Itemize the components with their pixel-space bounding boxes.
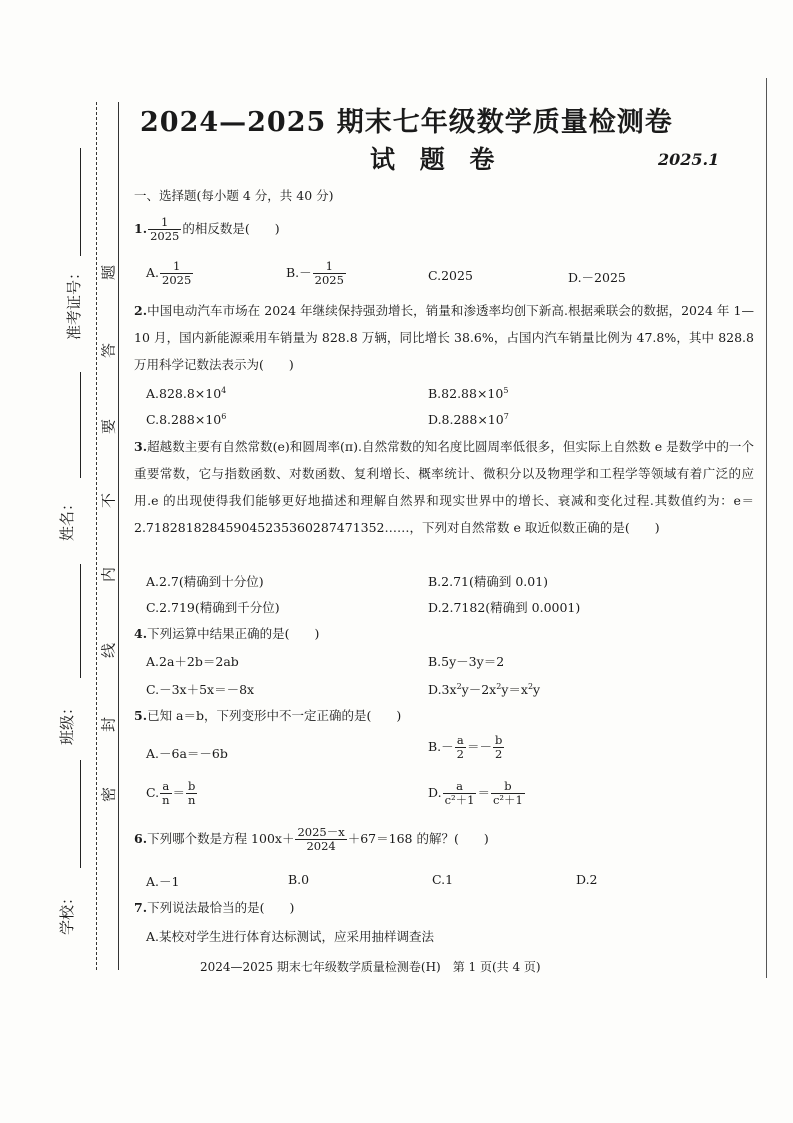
exponent: 2	[496, 681, 502, 691]
option-d: D.－2025	[568, 270, 626, 285]
frac-den: 2024	[306, 839, 336, 853]
seal-char: 线	[99, 643, 118, 659]
seal-char: 要	[99, 419, 118, 435]
exponent: 2	[527, 681, 534, 691]
question-7	[134, 898, 294, 917]
frac-den: n	[188, 793, 196, 807]
seal-char: 题	[99, 265, 118, 281]
page-edge-line	[766, 78, 767, 978]
binding-dashed-line	[96, 102, 97, 970]
fraction	[313, 260, 346, 287]
frac-den: 2025	[162, 273, 192, 287]
option-a: A.某校对学生进行体育达标测试，应采用抽样调查法	[146, 929, 435, 944]
option-b: B.2.71(精确到 0.01)	[428, 574, 549, 589]
seal-char: 答	[99, 343, 118, 359]
frac-num: 1	[313, 260, 346, 274]
fraction	[295, 826, 346, 853]
class-label: 班级：	[58, 699, 77, 746]
frac-num: b	[491, 780, 525, 794]
frac-num: 1	[148, 216, 181, 230]
name-line	[80, 372, 81, 478]
option-d	[428, 412, 509, 427]
exponent: 5	[503, 386, 509, 395]
question-2	[134, 297, 754, 378]
option-c	[146, 780, 198, 807]
option-text: D.3x	[428, 682, 457, 697]
question-number: 3.	[134, 439, 148, 454]
frac-den: 2	[495, 747, 503, 761]
option-label: B.－	[286, 265, 312, 280]
exam-subtitle: 试 题 卷	[370, 145, 503, 174]
option-b	[428, 734, 505, 761]
exam-number-label: 准考证号：	[65, 264, 84, 341]
exponent: 2	[456, 681, 462, 691]
option-b: B.5y－3y＝2	[428, 654, 505, 669]
option-d	[428, 780, 526, 807]
option-label: B.－	[428, 739, 454, 754]
school-label: 学校：	[58, 889, 77, 936]
option-a	[146, 260, 194, 287]
binding-solid-line	[118, 102, 119, 970]
frac-den: c²＋1	[444, 793, 475, 807]
exponent: 6	[221, 412, 227, 421]
option-c: C.2025	[428, 268, 473, 283]
option-label: D.	[428, 785, 442, 800]
frac-num: b	[186, 780, 197, 794]
option-text: y－2x	[461, 682, 497, 697]
frac-num: a	[443, 780, 477, 794]
fraction	[491, 780, 525, 807]
question-number: 1.	[134, 221, 148, 236]
question-stem: ＋67＝168 的解？( )	[347, 831, 489, 846]
option-d	[428, 680, 540, 698]
question-stem: 中国电动汽车市场在 2024 年继续保持强劲增长，销量和渗透率均创下新高.根据乘联会的数据，2024 年 1—10 月，国内新能源乘用车销量为 828.8 万辆，同比增长 38.6%，占国内汽车销量比例为 47.8%，其中 828.8 万用科学记数法表示为( )	[134, 303, 754, 372]
question-6	[134, 826, 489, 853]
option-a: A.－1	[146, 874, 180, 889]
seal-char: 内	[99, 567, 118, 583]
section-heading: 一、选择题(每小题 4 分，共 40 分)	[134, 188, 334, 203]
option-c	[146, 412, 226, 427]
question-stem: 的相反数是( )	[182, 221, 280, 236]
name-label: 姓名：	[58, 495, 77, 542]
fraction	[148, 216, 181, 243]
fraction	[443, 780, 477, 807]
frac-num: 2025－x	[297, 825, 345, 839]
option-label: A.	[146, 265, 160, 280]
option-d: D.2	[576, 872, 598, 887]
question-stem: 超越数主要有自然常数(e)和圆周率(π).自然常数的知名度比圆周率低很多，但实际上自然数 e 是数学中的一个重要常数，它与指数函数、对数函数、复利增长、概率统计、微积分以及物理学和工程学等领域有着广泛的应用.e 的出现使得我们能够更好地描述和理解自然界和现实世界中的增长、衰减和变化过程.其数值约为：e＝2.718281828459045235360287471352……，下列对自然常数 e 取近似数正确的是( )	[134, 439, 754, 535]
question-4	[134, 624, 319, 643]
frac-num: a	[160, 780, 171, 794]
option-text: y	[533, 682, 541, 697]
option-b: B.0	[288, 872, 310, 887]
fraction	[186, 780, 197, 807]
option-text: y＝x	[501, 682, 528, 697]
frac-num: b	[495, 733, 503, 747]
page-footer: 2024—2025 期末七年级数学质量检测卷(H) 第 1 页(共 4 页)	[200, 960, 541, 974]
school-line	[80, 760, 81, 868]
option-c: C.－3x＋5x＝－8x	[146, 682, 255, 697]
option-b	[428, 386, 508, 401]
exam-title: 2024—2025 期末七年级数学质量检测卷	[140, 107, 673, 138]
question-number: 5.	[134, 708, 148, 723]
equals: ＝	[477, 785, 490, 800]
question-stem: 下列说法最恰当的是( )	[147, 900, 295, 915]
question-3	[134, 433, 754, 541]
option-a: A.2a＋2b＝2ab	[146, 654, 239, 669]
frac-num: a	[455, 734, 466, 748]
option-b	[286, 260, 347, 287]
exam-date: 2025.1	[658, 150, 720, 169]
option-a	[146, 386, 226, 401]
fraction	[493, 734, 504, 761]
question-stem: 已知 a＝b，下列变形中不一定正确的是( )	[147, 708, 402, 723]
frac-den: 2025	[314, 273, 344, 287]
seal-char: 密	[99, 787, 118, 803]
question-5	[134, 706, 401, 725]
option-text: C.8.288×10	[146, 412, 222, 428]
equals: ＝－	[467, 739, 493, 754]
question-stem: 下列运算中结果正确的是( )	[147, 626, 320, 641]
seal-char: 封	[99, 717, 118, 733]
question-number: 4.	[134, 626, 148, 641]
fraction	[455, 734, 466, 761]
option-d: D.2.7182(精确到 0.0001)	[428, 600, 581, 615]
question-number: 7.	[134, 900, 148, 915]
fraction	[160, 780, 171, 807]
option-text: B.82.88×10	[428, 386, 504, 402]
class-line	[80, 564, 81, 678]
frac-den: c²＋1	[492, 793, 523, 807]
question-number: 6.	[134, 831, 148, 846]
option-text: D.8.288×10	[428, 412, 504, 428]
option-c: C.1	[432, 872, 454, 887]
option-label: C.	[146, 785, 160, 800]
fraction	[160, 260, 193, 287]
frac-den: 2	[456, 747, 464, 761]
option-c: C.2.719(精确到千分位)	[146, 600, 280, 615]
frac-den: 2025	[150, 229, 180, 243]
seal-char: 不	[99, 493, 118, 509]
option-text: A.828.8×10	[146, 386, 222, 402]
frac-den: n	[162, 793, 170, 807]
question-1	[134, 216, 280, 243]
exam-number-line	[80, 148, 81, 256]
exponent: 4	[221, 386, 227, 395]
option-a: A.－6a＝－6b	[146, 746, 228, 761]
equals: ＝	[172, 785, 186, 800]
question-stem: 下列哪个数是方程 100x＋	[147, 831, 295, 846]
question-number: 2.	[134, 303, 148, 318]
frac-num: 1	[160, 260, 193, 274]
exponent: 7	[503, 412, 509, 421]
option-a: A.2.7(精确到十分位)	[146, 574, 264, 589]
